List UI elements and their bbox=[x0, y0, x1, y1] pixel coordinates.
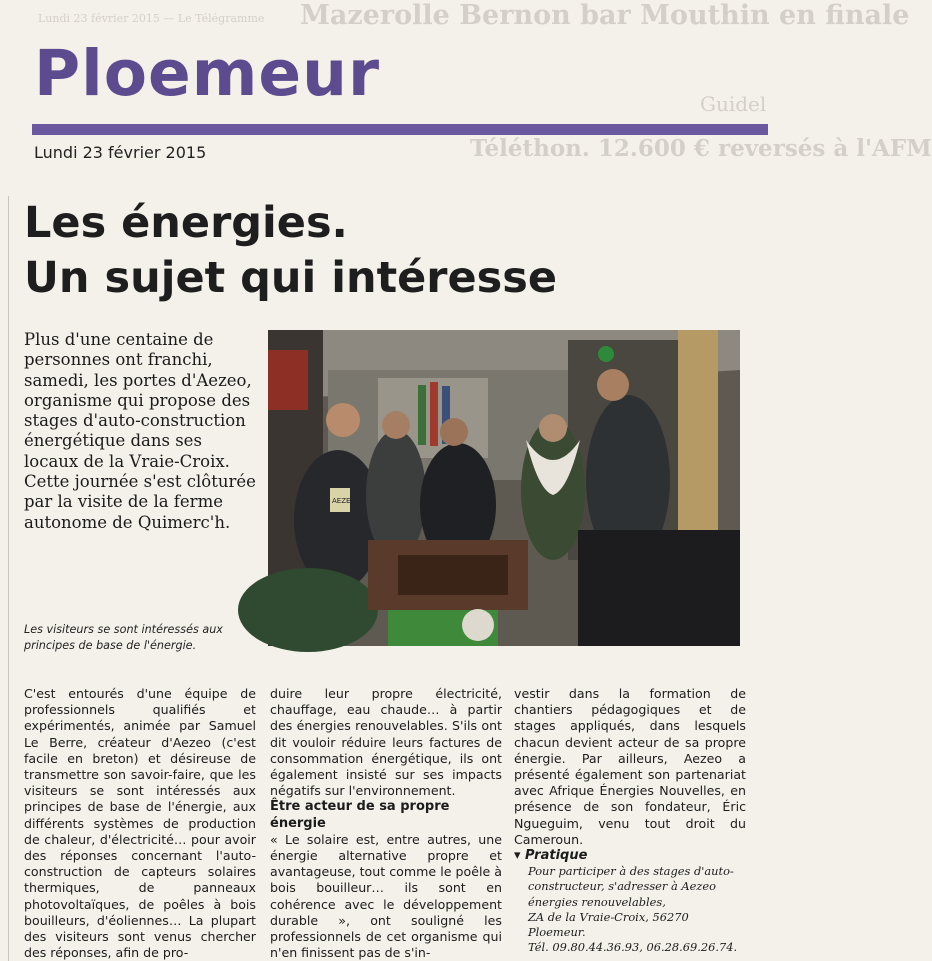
body-paragraph-2a: duire leur propre électricité, chauffage, eau chaude… à partir des énergies renouvelables. S'ils ont dit vouloir réduire leurs factures de consommation énergétique, ils ont également insisté sur ses impacts négatifs sur l'environnement. bbox=[270, 686, 502, 799]
headline-line-2: Un sujet qui intéresse bbox=[24, 253, 558, 303]
body-paragraph-1: C'est entourés d'une équipe de professionnels qualifiés et expérimentés, animée par Samuel Le Berre, créateur d'Aezeo (c'est facile en breton) et désireuse de transmettre son savoir-faire, que les visiteurs se sont intéressés aux principes de base de l'énergie, aux différents systèmes de production de chaleur, d'électricité… pour avoir des réponses concernant l'auto-construction de capteurs solaires thermiques, de panneaux photovoltaïques, de poêles à bois bouilleurs, d'éoliennes… La plupart des visiteurs sont venus chercher des réponses, afin de pro- bbox=[24, 686, 256, 961]
photo-illustration bbox=[268, 330, 740, 646]
pratique-address: ZA de la Vraie-Croix, 56270 Ploemeur. bbox=[528, 909, 689, 940]
body-paragraph-3: vestir dans la formation de chantiers pédagogiques et de stages appliqués, dans lesquels chacun devient acteur de sa propre énergie. Par ailleurs, Aezeo a présenté également son partenariat avec Afrique Énergies Nouvelles, en présence de son fondateur, Éric Ngueguim, venu tout droit du Cameroun. bbox=[514, 686, 746, 847]
bleed-top-headline: Mazerolle Bernon bar Mouthin en finale bbox=[300, 0, 910, 31]
badge-label: AEZE bbox=[332, 497, 351, 505]
photo-caption: Les visiteurs se sont intéressés aux principes de base de l'énergie. bbox=[24, 623, 223, 652]
body-column-2 bbox=[270, 686, 502, 961]
body-paragraph-2b: « Le solaire est, entre autres, une énergie alternative propre et avantageuse, tout comme le poêle à bois bouilleur… ils sont en cohérence avec le développement durable », ont souligné les professionnels de cet organisme qui n'en finissent pas de s'in- bbox=[270, 831, 502, 961]
body-subheading: Être acteur de sa propre énergie bbox=[270, 799, 450, 831]
pratique-phone: Tél. 09.80.44.36.93, 06.28.69.26.74. bbox=[528, 940, 738, 955]
masthead-rule bbox=[32, 124, 768, 135]
column-divider-left bbox=[8, 196, 9, 961]
issue-date: Lundi 23 février 2015 bbox=[34, 143, 207, 162]
headline-line-1: Les énergies. bbox=[24, 198, 348, 248]
bleed-right-town: Guidel bbox=[700, 92, 767, 116]
body-column-1 bbox=[24, 686, 256, 961]
masthead-title: Ploemeur bbox=[34, 37, 381, 110]
bleed-top-line: Lundi 23 février 2015 — Le Télégramme bbox=[38, 12, 265, 25]
bleed-right-headline: Téléthon. 12.600 € reversés à l'AFM bbox=[470, 135, 932, 162]
article-chapeau: Plus d'une centaine de personnes ont franchi, samedi, les portes d'Aezeo, organisme qui propose des stages d'auto-construction énergétique dans ses locaux de la Vraie-Croix. Cette journée s'est clôturée par la visite de la ferme autonome de Quimerc'h. bbox=[24, 330, 256, 532]
pratique-text: Pour participer à des stages d'auto-constructeur, s'adresser à Aezeo énergies renouvelables, bbox=[528, 864, 734, 909]
article-headline bbox=[24, 196, 557, 306]
body-column-3 bbox=[514, 686, 746, 955]
article-photo bbox=[268, 330, 740, 646]
pratique-heading: ▾ Pratique bbox=[514, 848, 588, 864]
